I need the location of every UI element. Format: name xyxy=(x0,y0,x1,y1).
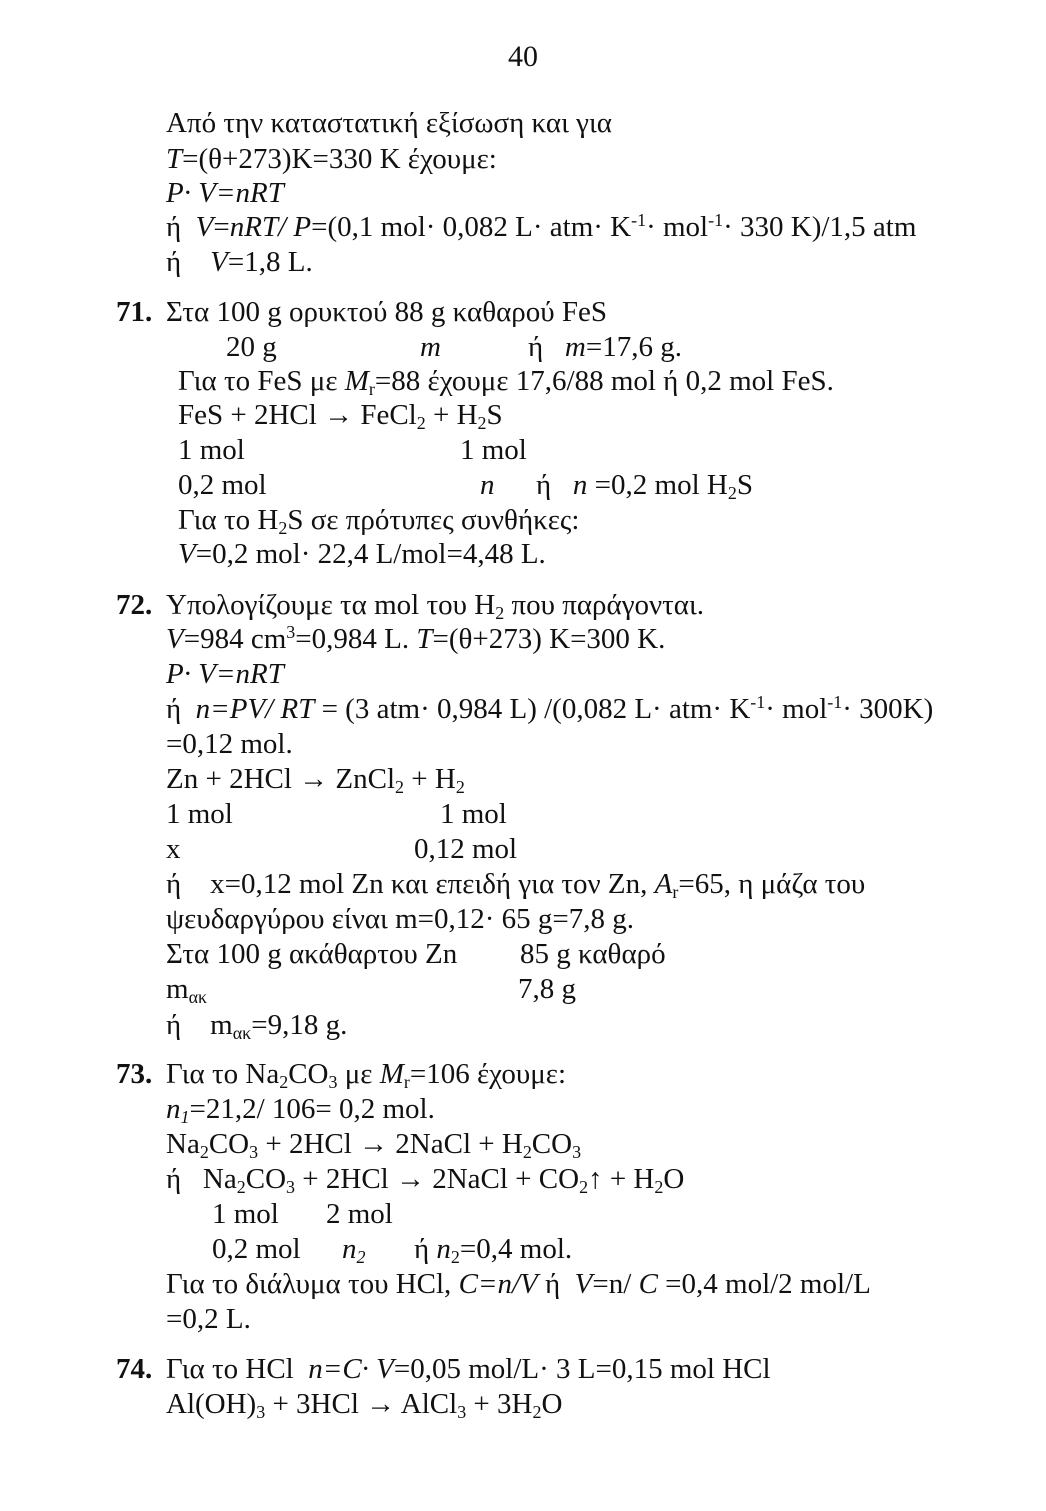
problem-72-number: 72. xyxy=(116,589,153,621)
p73-line-6b: $n_2$ xyxy=(342,1233,366,1268)
p73-line-8: =0,2 L. xyxy=(166,1303,251,1335)
p73-line-5a: 1 mol xyxy=(212,1198,279,1230)
p72-line-12b: 7,8 g xyxy=(518,973,576,1005)
intro-line-4: ή V=nRT/ P=(0,1 mol· 0,082 $L\cdot atm\cdot K^{-1}\cdot mol^{-1}\cdot 330$ K)/1,5 atm xyxy=(166,210,917,243)
problem-71-number: 71. xyxy=(116,296,153,328)
p72-line-6: Zn + 2HCl → ZnCl$_2$ + $H_2$ xyxy=(166,763,465,798)
p71-line-2c: ή m=17,6 g. xyxy=(528,331,682,363)
p72-line-8b: 0,12 mol xyxy=(414,833,518,865)
p71-line-6a: 0,2 mol xyxy=(178,469,267,501)
p73-line-5b: 2 mol xyxy=(326,1198,393,1230)
gas-arrow: ↑ xyxy=(588,1163,603,1195)
p73-line-3: $Na_2CO_3 + 2HCl$ → 2NaCl + $H_2CO_3$ xyxy=(166,1128,582,1163)
intro-line-5: ή V=1,8 L. xyxy=(166,246,313,278)
problem-74-number: 74. xyxy=(116,1353,153,1385)
intro-line-1: Από την καταστατική εξίσωση και για xyxy=(166,107,612,139)
intro-line-3: P· V=nRT xyxy=(166,177,284,209)
p71-line-5a: 1 mol xyxy=(178,434,245,466)
p72-line-11a: Στα 100 g ακάθαρτου Zn xyxy=(166,938,458,970)
p74-line-1: Για το HCl n=C· V=0,05 mol/L· 3 L=0,15 mol HCl xyxy=(166,1353,771,1385)
p72-line-4: ή n=PV/ RT = (3 atm· 0,984 L) /(0,082 $L\cdot atm\cdot K^{-1}\cdot mol^{-1}\cdot 300K$) xyxy=(166,692,934,725)
p72-line-5: =0,12 mol. xyxy=(166,728,293,760)
p72-line-11b: 85 g καθαρό xyxy=(520,938,666,970)
p71-line-6c: ή n =0,2 mol $H_2S$ xyxy=(536,469,753,504)
p73-line-1: Για το $Na_2CO_3$ με $M_r=106$ έχουμε: xyxy=(166,1058,567,1093)
intro-line-2: T=(θ+273)K=330 K έχουμε: xyxy=(166,143,497,175)
p72-line-9: ή x=0,12 mol Zn και επειδή για τον Zn, $A_r=65$, η μάζα του xyxy=(166,868,866,903)
p73-line-6a: 0,2 mol xyxy=(212,1233,301,1265)
p72-line-8a: x xyxy=(166,833,181,865)
p73-line-4: ή $Na_2CO_3 + 2HCl$ → 2NaCl + $CO_2↑ + H_2O$ xyxy=(166,1163,685,1198)
p71-line-1: Στα 100 g ορυκτού 88 g καθαρού FeS xyxy=(166,296,608,328)
p72-line-7a: 1 mol xyxy=(166,798,233,830)
p72-line-12a: $m_{\alpha\kappa}$ xyxy=(166,973,208,1008)
p71-line-3: Για το FeS με $M_r=88$ έχουμε 17,6/88 mol ή 0,2 mol FeS. xyxy=(178,365,834,400)
p72-line-7b: 1 mol xyxy=(440,798,507,830)
p71-line-6b: n xyxy=(480,469,495,501)
p72-line-10: ψευδαργύρου είναι m=0,12· 65 g=7,8 g. xyxy=(166,903,635,935)
p73-line-2: $n_1=21,2/$ 106= 0,2 mol. xyxy=(166,1093,435,1128)
p72-line-2: V=984 $cm^3=0,984$ L. T=(θ+273) K=300 K. xyxy=(166,622,666,655)
p73-line-6c: ή $n_2=0,4$ mol. xyxy=(414,1233,573,1268)
p72-line-1: Υπολογίζουμε τα mol του $H_2$ που παράγονται. xyxy=(166,589,705,624)
p71-line-7: Για το $H_2S$ σε πρότυπες συνθήκες: xyxy=(178,504,580,539)
p73-line-7: Για το διάλυμα του HCl, C=n/V ή V=n/ C =0,4 mol/2 mol/L xyxy=(166,1268,871,1300)
p71-line-5b: 1 mol xyxy=(460,434,527,466)
p71-line-2a: 20 g xyxy=(226,331,277,363)
page-number: 40 xyxy=(508,40,538,73)
p74-line-2: $Al(OH)_3 + 3HCl$ → AlCl$_3$ + $3H_2O$ xyxy=(166,1388,563,1423)
problem-73-number: 73. xyxy=(116,1058,153,1090)
p72-line-13: ή $m_{\alpha\kappa}=9,18$ g. xyxy=(166,1009,348,1044)
p71-line-4: FeS + 2HCl → FeCl$_2$ + $H_2S$ xyxy=(178,399,503,434)
p71-line-2b: m xyxy=(420,331,441,363)
p72-line-3: P· V=nRT xyxy=(166,658,284,690)
p71-line-8: V=0,2 mol· 22,4 L/mol=4,48 L. xyxy=(178,538,546,570)
